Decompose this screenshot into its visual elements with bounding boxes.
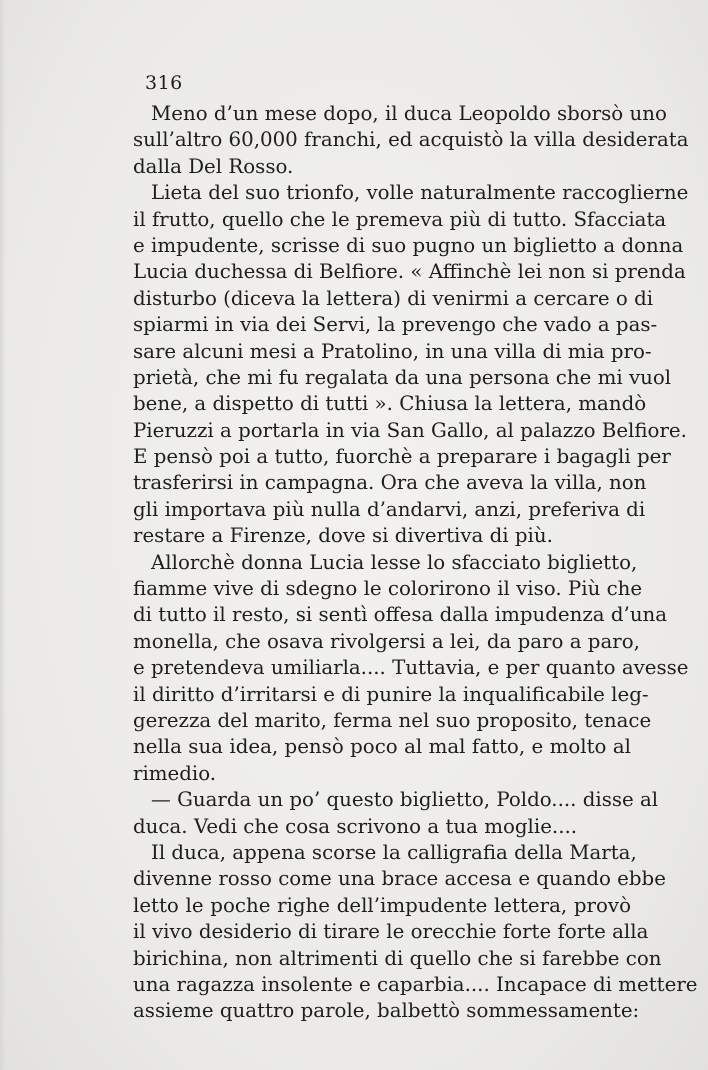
text-line: monella, che osava rivolgersi a lei, da paro a paro, [133, 629, 640, 653]
text-line: Pieruzzi a portarla in via San Gallo, al palazzo Belfiore. [133, 418, 687, 442]
text-line: il diritto d’irritarsi e di punire la inqualificabile leg- [133, 682, 649, 706]
text-line: assieme quattro parole, balbettò sommessamente: [133, 999, 640, 1023]
text-line: una ragazza insolente e caparbia.... Incapace di mettere [133, 972, 698, 996]
text-line: di tutto il resto, si sentì offesa dalla impudenza d’una [133, 603, 668, 627]
text-line: E pensò poi a tutto, fuorchè a preparare i bagagli per [133, 445, 671, 469]
text-line: letto le poche righe dell’impudente lettera, provò [133, 893, 631, 917]
text-line: gli importava più nulla d’andarvi, anzi, preferiva di [133, 497, 646, 521]
text-line: birichina, non altrimenti di quello che si farebbe con [133, 946, 662, 970]
text-line: il vivo desiderio di tirare le orecchie forte forte alla [133, 920, 649, 944]
text-line: Meno d’un mese dopo, il duca Leopoldo sborsò uno [151, 102, 667, 125]
text-line: sare alcuni mesi a Pratolino, in una villa di mia pro- [133, 339, 652, 363]
text-line: Lieta del suo trionfo, volle naturalmente raccoglierne [151, 181, 689, 205]
text-line: e impudente, scrisse di suo pugno un biglietto a donna [133, 233, 684, 257]
text-line: sull’altro 60,000 franchi, ed acquistò la villa desiderata [133, 128, 689, 152]
text-line: disturbo (diceva la lettera) di venirmi a cercare o di [133, 286, 654, 310]
text-line: e pretendeva umiliarla.... Tuttavia, e per quanto avesse [133, 656, 689, 680]
text-line: dalla Del Rosso. [133, 154, 294, 178]
text-line: divenne rosso come una brace accesa e quando ebbe [133, 867, 666, 891]
text-line: fiamme vive di sdegno le colorirono il viso. Più che [133, 577, 643, 601]
text-line: trasferirsi in campagna. Ora che aveva la villa, non [133, 471, 647, 495]
text-line: — Guarda un po’ questo biglietto, Poldo.... disse al [151, 788, 659, 812]
text-line: il frutto, quello che le premeva più di tutto. Sfacciata [133, 207, 667, 231]
text-line: Il duca, appena scorse la calligrafia della Marta, [151, 840, 637, 864]
text-line: bene, a dispetto di tutti ». Chiusa la lettera, mandò [133, 392, 647, 416]
text-line: Allorchè donna Lucia lesse lo sfacciato biglietto, [151, 550, 638, 574]
text-line: nella sua idea, pensò poco al mal fatto, e molto al [133, 735, 631, 759]
text-line: duca. Vedi che cosa scrivono a tua moglie.... [133, 814, 578, 838]
text-line: spiarmi in via dei Servi, la prevengo che vado a pas- [133, 313, 658, 337]
text-line: gerezza del marito, ferma nel suo proposito, tenace [133, 708, 652, 732]
body-text [133, 101, 698, 1025]
page-number: 316 [145, 72, 183, 94]
text-line: restare a Firenze, dove si divertiva di più. [133, 524, 553, 548]
page-edge-shadow [0, 0, 6, 1070]
text-line: Lucia duchessa di Belfiore. « Affinchè lei non si prenda [133, 260, 686, 284]
text-line: rimedio. [133, 761, 217, 785]
text-line: prietà, che mi fu regalata da una persona che mi vuol [133, 365, 672, 389]
